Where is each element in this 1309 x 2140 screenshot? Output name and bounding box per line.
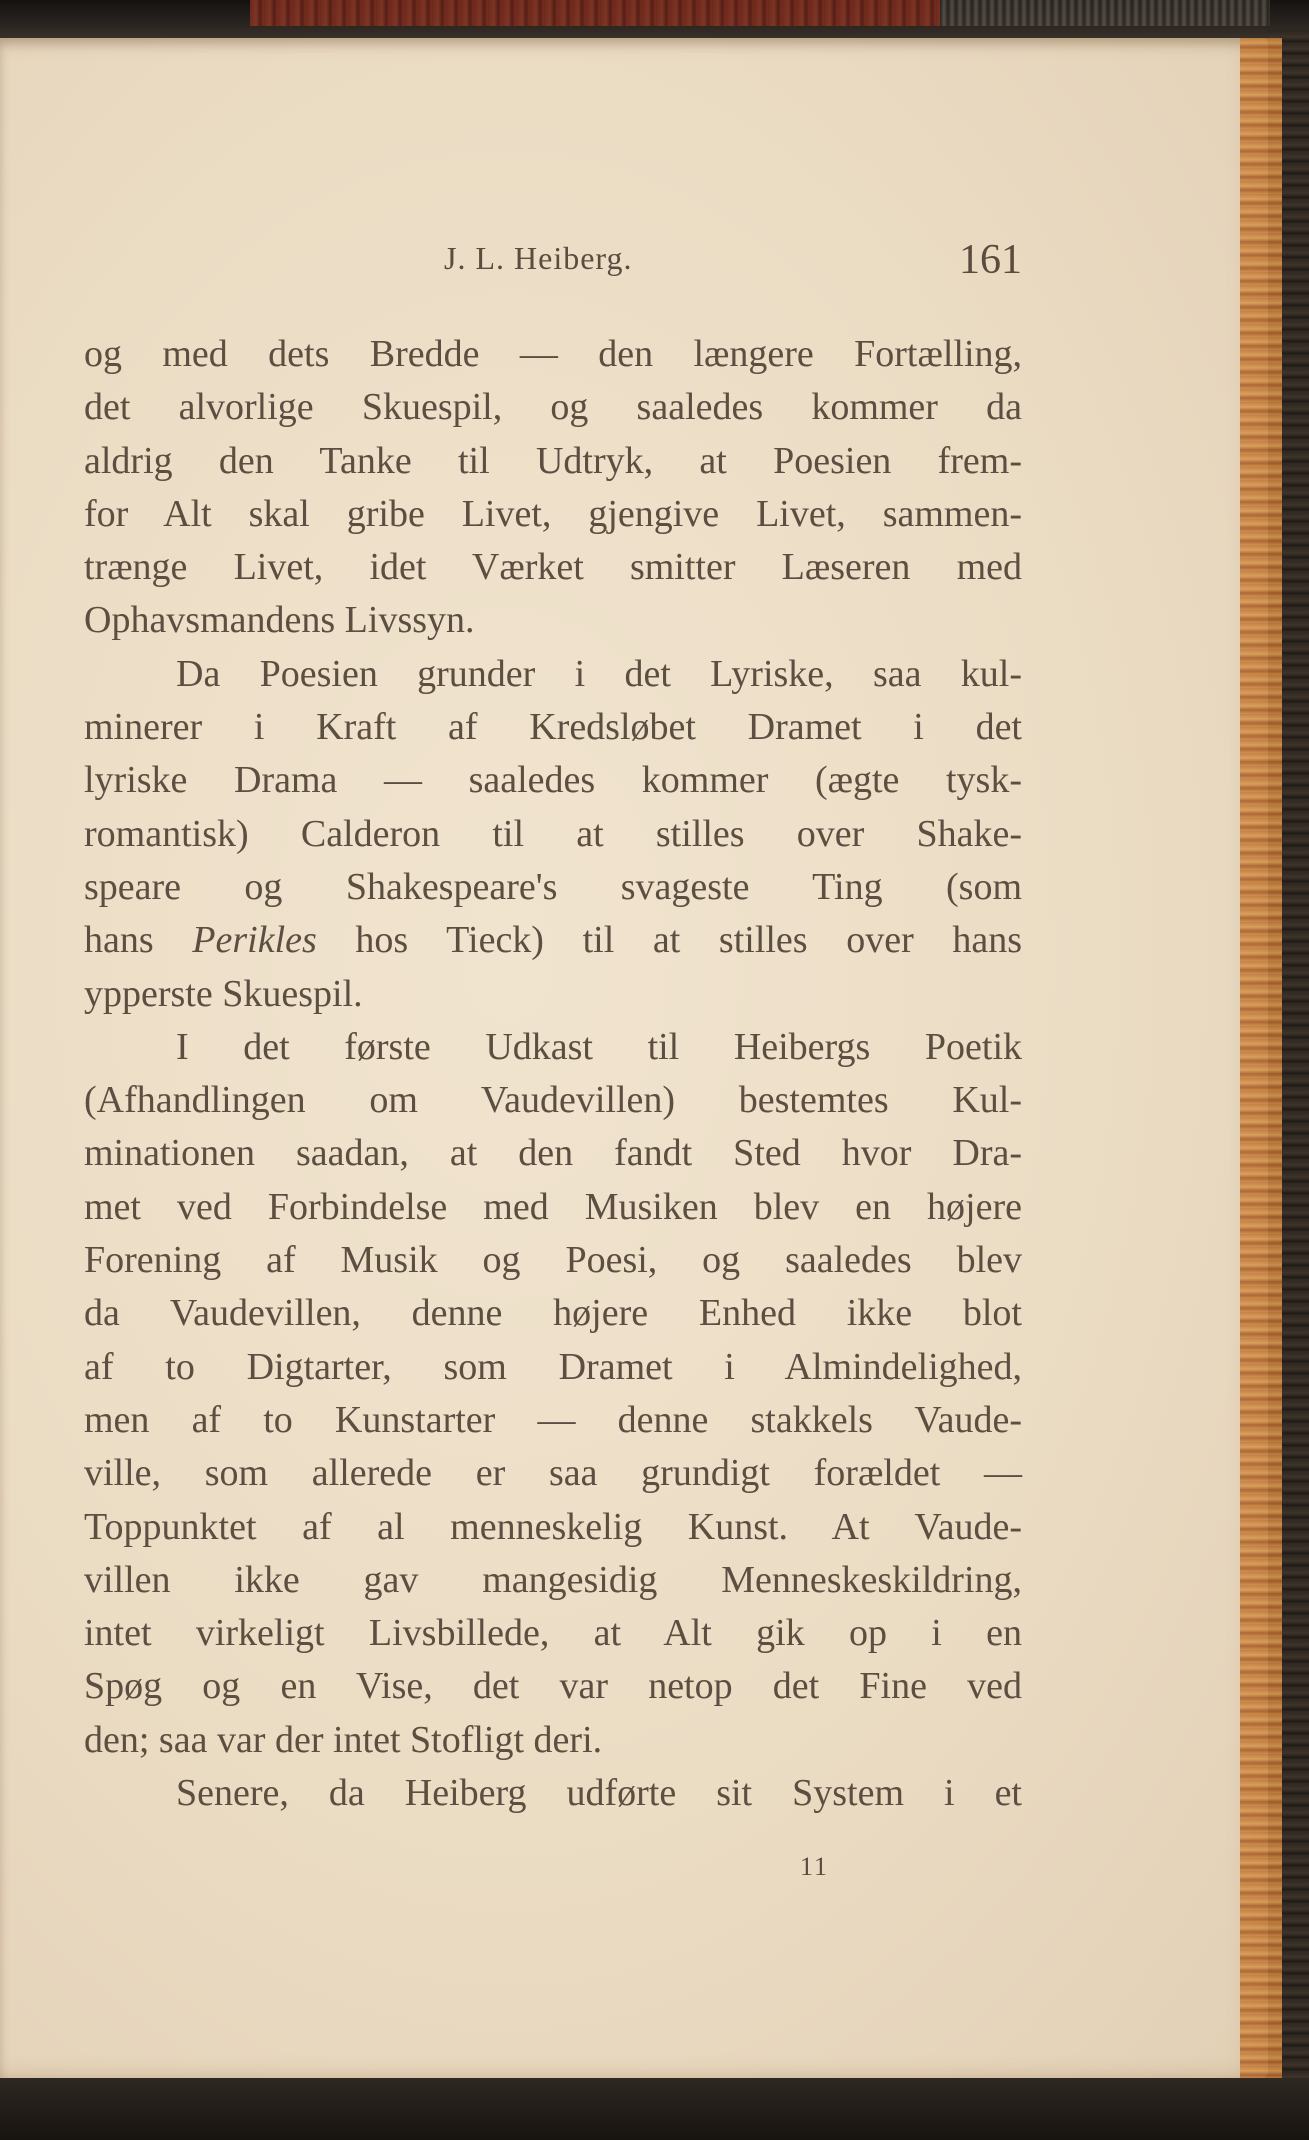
binding-strip-right (940, 0, 1270, 26)
text-line: (Afhandlingen om Vaudevillen) bestemtes Kul- (84, 1079, 1022, 1122)
text-line: trænge Livet, idet Værket smitter Læseren med (84, 546, 1022, 589)
text-line: romantisk) Calderon til at stilles over Shake- (84, 812, 1022, 855)
text-line: for Alt skal gribe Livet, gjengive Livet, sammen- (84, 492, 1022, 535)
text-line: ypperste Skuespil. (84, 972, 363, 1015)
text-line: lyriske Drama — saaledes kommer (ægte tysk- (84, 759, 1022, 802)
body-text (84, 328, 1022, 1820)
text-line: men af to Kunstarter — denne stakkels Vaude- (84, 1398, 1022, 1441)
text-line: speare og Shakespeare's svageste Ting (som (84, 865, 1022, 908)
text-line: Spøg og en Vise, det var netop det Fine ved (84, 1665, 1022, 1708)
text-line: minationen saadan, at den fandt Sted hvor Dra- (84, 1132, 1022, 1175)
bottom-edge (0, 2078, 1309, 2140)
page-edges (1240, 38, 1282, 2078)
signature-mark: 11 (800, 1852, 830, 1881)
binding-strip (250, 0, 940, 26)
text-line: intet virkeligt Livsbillede, at Alt gik op i en (84, 1612, 1022, 1655)
text-line: Toppunktet af al menneskelig Kunst. At Vaude- (84, 1505, 1022, 1548)
text-segment: hos Tieck) til at stilles over hans (355, 919, 1023, 962)
text-line: ville, som allerede er saa grundigt forældet — (84, 1452, 1022, 1495)
text-line-with-italic (84, 914, 1022, 967)
italic-title: Perikles (192, 919, 317, 962)
running-title: J. L. Heiberg. (444, 240, 633, 276)
page-number: 161 (959, 237, 1022, 283)
text-line: og med dets Bredde — den længere Fortælling, (84, 333, 1022, 375)
text-line: af to Digtarter, som Dramet i Almindelighed, (84, 1345, 1022, 1388)
text-line: villen ikke gav mangesidig Menneskeskildring, (84, 1558, 1022, 1601)
running-head (84, 234, 1022, 294)
text-line: met ved Forbindelse med Musiken blev en højere (84, 1185, 1022, 1228)
text-line: minerer i Kraft af Kredsløbet Dramet i det (84, 706, 1022, 749)
text-line: Ophavsmandens Livssyn. (84, 599, 475, 642)
text-line: I det første Udkast til Heibergs Poetik (176, 1025, 1022, 1068)
text-line: Senere, da Heiberg udførte sit System i et (176, 1772, 1022, 1815)
text-line: aldrig den Tanke til Udtryk, at Poesien frem- (84, 439, 1022, 482)
text-line: den; saa var der intet Stofligt deri. (84, 1718, 603, 1761)
text-line: Forening af Musik og Poesi, og saaledes blev (84, 1239, 1022, 1282)
text-line: da Vaudevillen, denne højere Enhed ikke blot (84, 1292, 1022, 1335)
text-segment: hans (84, 919, 154, 962)
text-line: Da Poesien grunder i det Lyriske, saa kul- (176, 652, 1022, 695)
text-line: det alvorlige Skuespil, og saaledes kommer da (84, 386, 1022, 429)
